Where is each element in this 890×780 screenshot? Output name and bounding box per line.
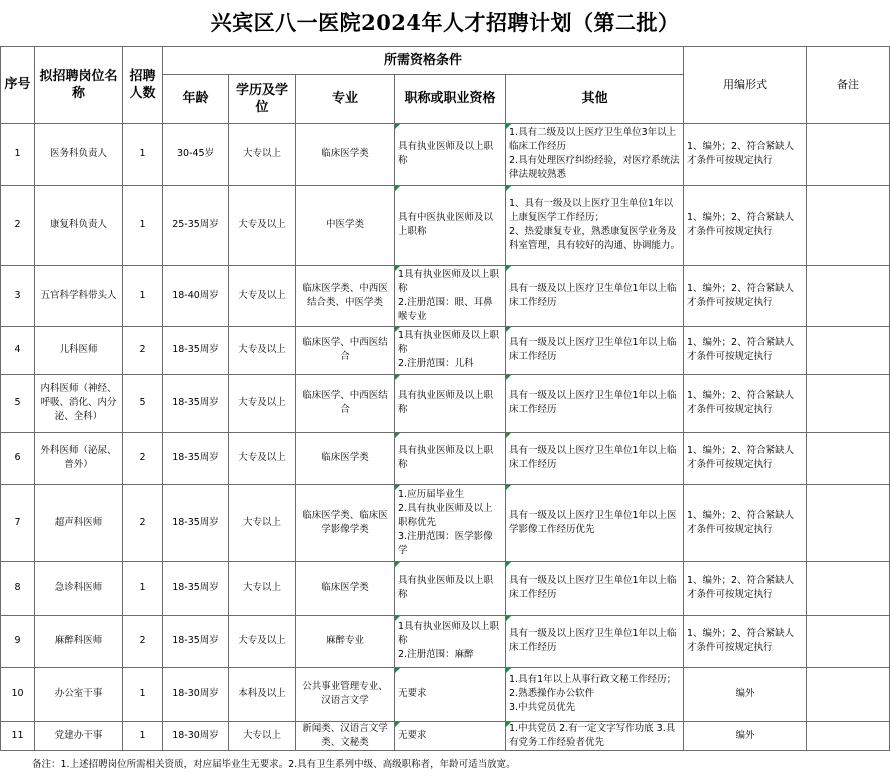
staffing-cell: 1、编外；2、符合紧缺人才条件可按规定执行 bbox=[684, 615, 807, 667]
header-row-1 bbox=[1, 46, 890, 74]
position-cell: 麻醉科医师 bbox=[35, 615, 123, 667]
count-cell: 1 bbox=[123, 185, 163, 265]
cert-cell: 1具有执业医师及以上职称 2.注册范围：儿科 bbox=[395, 326, 506, 374]
table-row bbox=[1, 185, 890, 265]
table-row bbox=[1, 615, 890, 667]
footer-table bbox=[0, 752, 889, 778]
age-cell: 30-45岁 bbox=[163, 123, 229, 185]
staffing-cell: 1、编外；2、符合紧缺人才条件可按规定执行 bbox=[684, 123, 807, 185]
remarks-cell bbox=[807, 667, 890, 721]
seq-cell: 11 bbox=[1, 721, 35, 750]
seq-cell: 3 bbox=[1, 265, 35, 326]
cert-cell: 1具有执业医师及以上职称 2.注册范围：麻醉 bbox=[395, 615, 506, 667]
header-count: 招聘人数 bbox=[123, 46, 163, 123]
seq-cell: 8 bbox=[1, 561, 35, 615]
major-cell: 中医学类 bbox=[296, 185, 395, 265]
other-cell: 1.具有二级及以上医疗卫生单位3年以上临床工作经历 2.具有处理医疗纠纷经验，对医疗系统法律法规较熟悉 bbox=[506, 123, 684, 185]
staffing-cell: 1、编外；2、符合紧缺人才条件可按规定执行 bbox=[684, 484, 807, 561]
age-cell: 18-30周岁 bbox=[163, 721, 229, 750]
position-cell: 内科医师（神经、呼吸、消化、内分泌、全科） bbox=[35, 374, 123, 432]
header-age: 年龄 bbox=[163, 74, 229, 123]
count-cell: 2 bbox=[123, 432, 163, 484]
age-cell: 25-35周岁 bbox=[163, 185, 229, 265]
major-cell: 临床医学类 bbox=[296, 561, 395, 615]
major-cell: 临床医学、中西医结合 bbox=[296, 374, 395, 432]
major-cell: 麻醉专业 bbox=[296, 615, 395, 667]
education-cell: 大专以上 bbox=[229, 484, 296, 561]
major-cell: 临床医学类 bbox=[296, 123, 395, 185]
seq-cell: 7 bbox=[1, 484, 35, 561]
education-cell: 大专及以上 bbox=[229, 615, 296, 667]
seq-cell: 4 bbox=[1, 326, 35, 374]
count-cell: 2 bbox=[123, 326, 163, 374]
other-cell: 具有一级及以上医疗卫生单位1年以上临床工作经历 bbox=[506, 561, 684, 615]
staffing-cell: 编外 bbox=[684, 667, 807, 721]
remarks-cell bbox=[807, 123, 890, 185]
seq-cell: 2 bbox=[1, 185, 35, 265]
staffing-cell: 1、编外；2、符合紧缺人才条件可按规定执行 bbox=[684, 326, 807, 374]
cert-cell: 具有执业医师及以上职称 bbox=[395, 374, 506, 432]
other-cell: 具有一级及以上医疗卫生单位1年以上临床工作经历 bbox=[506, 615, 684, 667]
staffing-cell: 1、编外；2、符合紧缺人才条件可按规定执行 bbox=[684, 432, 807, 484]
table-row bbox=[1, 123, 890, 185]
education-cell: 大专及以上 bbox=[229, 265, 296, 326]
seq-cell: 1 bbox=[1, 123, 35, 185]
remarks-cell bbox=[807, 561, 890, 615]
table-row bbox=[1, 667, 890, 721]
remarks-cell bbox=[807, 615, 890, 667]
seq-cell: 10 bbox=[1, 667, 35, 721]
other-cell: 具有一级及以上医疗卫生单位1年以上临床工作经历 bbox=[506, 432, 684, 484]
position-cell: 外科医师（泌尿、普外） bbox=[35, 432, 123, 484]
table-row bbox=[1, 326, 890, 374]
count-cell: 1 bbox=[123, 123, 163, 185]
education-cell: 大专及以上 bbox=[229, 374, 296, 432]
header-seq: 序号 bbox=[1, 46, 35, 123]
count-cell: 1 bbox=[123, 667, 163, 721]
major-cell: 新闻类、汉语言文学类、文秘类 bbox=[296, 721, 395, 750]
age-cell: 18-35周岁 bbox=[163, 561, 229, 615]
major-cell: 临床医学、中西医结合 bbox=[296, 326, 395, 374]
page-title: 兴宾区八一医院2024年人才招聘计划（第二批） bbox=[1, 0, 890, 46]
cert-cell: 1具有执业医师及以上职称 2.注册范围：眼、耳鼻喉专业 bbox=[395, 265, 506, 326]
cert-cell: 具有执业医师及以上职称 bbox=[395, 561, 506, 615]
education-cell: 大专及以上 bbox=[229, 432, 296, 484]
cert-cell: 具有执业医师及以上职称 bbox=[395, 432, 506, 484]
seq-cell: 5 bbox=[1, 374, 35, 432]
position-cell: 办公室干事 bbox=[35, 667, 123, 721]
age-cell: 18-35周岁 bbox=[163, 615, 229, 667]
cert-cell: 1.应历届毕业生 2.具有执业医师及以上职称优先 3.注册范围：医学影像学 bbox=[395, 484, 506, 561]
other-cell: 具有一级及以上医疗卫生单位1年以上医学影像工作经历优先 bbox=[506, 484, 684, 561]
header-qualifications: 所需资格条件 bbox=[163, 46, 684, 74]
header-staffing: 用编形式 bbox=[684, 46, 807, 123]
position-cell: 康复科负责人 bbox=[35, 185, 123, 265]
age-cell: 18-35周岁 bbox=[163, 374, 229, 432]
count-cell: 1 bbox=[123, 561, 163, 615]
seq-cell: 6 bbox=[1, 432, 35, 484]
staffing-cell: 1、编外；2、符合紧缺人才条件可按规定执行 bbox=[684, 374, 807, 432]
position-cell: 五官科学科带头人 bbox=[35, 265, 123, 326]
education-cell: 大专及以上 bbox=[229, 326, 296, 374]
other-cell: 具有一级及以上医疗卫生单位1年以上临床工作经历 bbox=[506, 326, 684, 374]
title-row bbox=[1, 0, 890, 46]
table-row bbox=[1, 484, 890, 561]
cert-cell: 无要求 bbox=[395, 667, 506, 721]
position-cell: 急诊科医师 bbox=[35, 561, 123, 615]
header-major: 专业 bbox=[296, 74, 395, 123]
table-row bbox=[1, 561, 890, 615]
other-cell: 1、具有一级及以上医疗卫生单位1年以上康复医学工作经历； 2、热爱康复专业，熟悉康复医学业务及科室管理，具有较好的沟通、协调能力。 bbox=[506, 185, 684, 265]
education-cell: 大专及以上 bbox=[229, 185, 296, 265]
count-cell: 2 bbox=[123, 615, 163, 667]
major-cell: 临床医学类 bbox=[296, 432, 395, 484]
position-cell: 医务科负责人 bbox=[35, 123, 123, 185]
education-cell: 大专以上 bbox=[229, 123, 296, 185]
cert-cell: 具有中医执业医师及以上职称 bbox=[395, 185, 506, 265]
education-cell: 本科及以上 bbox=[229, 667, 296, 721]
major-cell: 临床医学类、临床医学影像学类 bbox=[296, 484, 395, 561]
remarks-cell bbox=[807, 721, 890, 750]
remarks-cell bbox=[807, 326, 890, 374]
staffing-cell: 1、编外；2、符合紧缺人才条件可按规定执行 bbox=[684, 185, 807, 265]
other-cell: 具有一级及以上医疗卫生单位1年以上临床工作经历 bbox=[506, 265, 684, 326]
age-cell: 18-35周岁 bbox=[163, 326, 229, 374]
header-remarks: 备注 bbox=[807, 46, 890, 123]
count-cell: 2 bbox=[123, 484, 163, 561]
header-position: 拟招聘岗位名称 bbox=[35, 46, 123, 123]
education-cell: 大专以上 bbox=[229, 561, 296, 615]
header-other: 其他 bbox=[506, 74, 684, 123]
staffing-cell: 1、编外；2、符合紧缺人才条件可按规定执行 bbox=[684, 561, 807, 615]
other-cell: 1.中共党员 2.有一定文字写作功底 3.具有党务工作经验者优先 bbox=[506, 721, 684, 750]
major-cell: 公共事业管理专业、汉语言文学 bbox=[296, 667, 395, 721]
position-cell: 党建办干事 bbox=[35, 721, 123, 750]
remarks-cell bbox=[807, 374, 890, 432]
other-cell: 1.具有1年以上从事行政文秘工作经历； 2.熟悉操作办公软件 3.中共党员优先 bbox=[506, 667, 684, 721]
seq-cell: 9 bbox=[1, 615, 35, 667]
count-cell: 1 bbox=[123, 721, 163, 750]
footer-note: 备注：1.上述招聘岗位所需相关资质，对应届毕业生无要求。2.具有卫生系列中级、高级职称者，年龄可适当放宽。 bbox=[32, 759, 516, 770]
age-cell: 18-40周岁 bbox=[163, 265, 229, 326]
major-cell: 临床医学类、中西医结合类、中医学类 bbox=[296, 265, 395, 326]
table-row bbox=[1, 432, 890, 484]
position-cell: 儿科医师 bbox=[35, 326, 123, 374]
remarks-cell bbox=[807, 432, 890, 484]
remarks-cell bbox=[807, 484, 890, 561]
count-cell: 5 bbox=[123, 374, 163, 432]
remarks-cell bbox=[807, 265, 890, 326]
education-cell: 大专以上 bbox=[229, 721, 296, 750]
table-row bbox=[1, 374, 890, 432]
age-cell: 18-35周岁 bbox=[163, 484, 229, 561]
count-cell: 1 bbox=[123, 265, 163, 326]
table-row bbox=[1, 265, 890, 326]
position-cell: 超声科医师 bbox=[35, 484, 123, 561]
other-cell: 具有一级及以上医疗卫生单位1年以上临床工作经历 bbox=[506, 374, 684, 432]
cert-cell: 无要求 bbox=[395, 721, 506, 750]
age-cell: 18-35周岁 bbox=[163, 432, 229, 484]
staffing-cell: 1、编外；2、符合紧缺人才条件可按规定执行 bbox=[684, 265, 807, 326]
remarks-cell bbox=[807, 185, 890, 265]
header-title-cert: 职称或职业资格 bbox=[395, 74, 506, 123]
staffing-cell: 编外 bbox=[684, 721, 807, 750]
age-cell: 18-30周岁 bbox=[163, 667, 229, 721]
table-row bbox=[1, 721, 890, 750]
header-education: 学历及学位 bbox=[229, 74, 296, 123]
cert-cell: 具有执业医师及以上职称 bbox=[395, 123, 506, 185]
